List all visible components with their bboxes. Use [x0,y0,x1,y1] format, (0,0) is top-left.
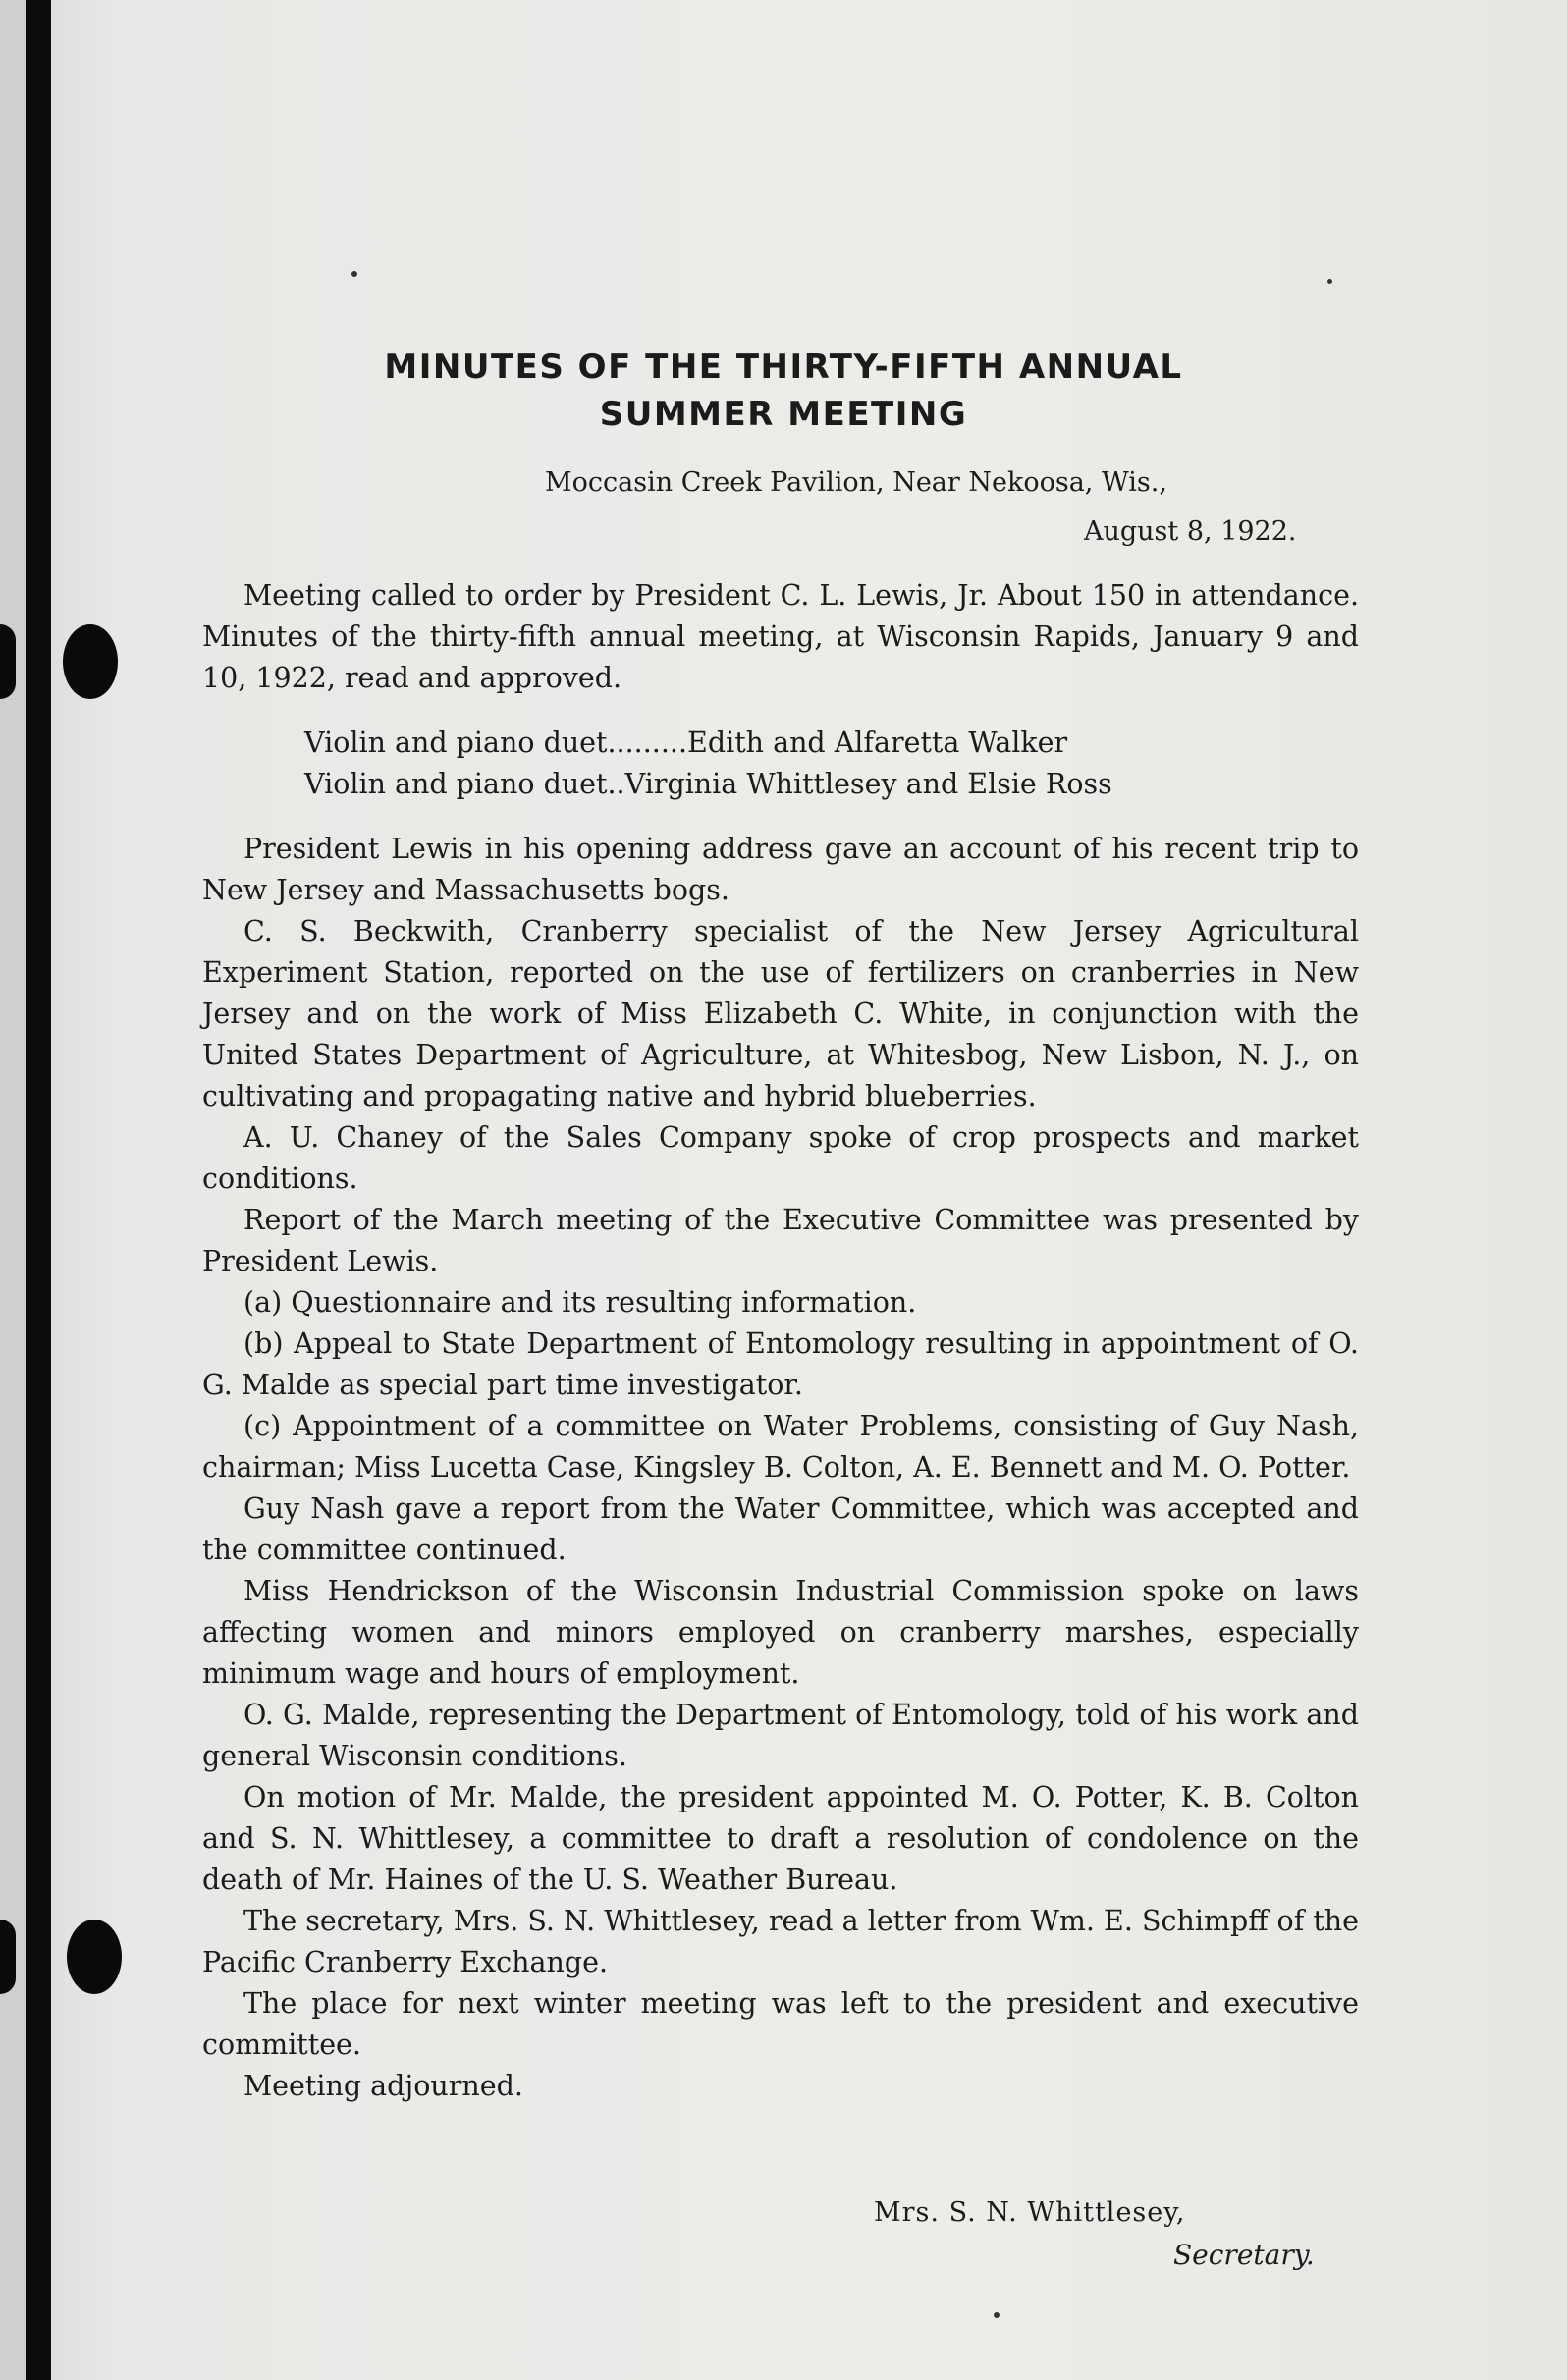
paragraph: Guy Nash gave a report from the Water Committee, which was accepted and the committee continued. [202,1492,1359,1566]
signature-name: Mrs. S. N. Whittlesey, [874,2197,1186,2228]
program-performers: Virginia Whittlesey and Elsie Ross [624,768,1112,800]
ink-speck [994,2312,1000,2318]
program-item [304,723,1286,764]
paragraph: (c) Appointment of a committee on Water Problems, consisting of Guy Nash, chairman; Miss Lucetta Case, Kingsley B. Colton, A. E. Bennett and M. O. Potter. [202,1410,1359,1484]
punch-hole [67,1920,122,1994]
signature-title: Secretary. [1173,2239,1315,2271]
paragraph: O. G. Malde, representing the Department of Entomology, told of his work and general Wisconsin conditions. [202,1699,1359,1772]
document-title [196,344,1371,438]
punch-hole-edge [0,1920,16,1994]
binding-bar [26,0,51,2380]
program-leader: .. [607,768,625,800]
paragraph: Miss Hendrickson of the Wisconsin Industrial Commission spoke on laws affecting women and minors employed on cranberry marshes, especially minimum wage and hours of employment. [202,1575,1359,1690]
paragraph: The place for next winter meeting was left to the president and executive committee. [202,1987,1359,2061]
paragraph: President Lewis in his opening address gave an account of his recent trip to New Jersey and Massachusetts bogs. [202,833,1359,906]
paragraph: C. S. Beckwith, Cranberry specialist of the New Jersey Agricultural Experiment Station, reported on the use of fertilizers on cranberries in New Jersey and on the work of Miss Elizabeth C. White, in conjunction with the United States Department of Agriculture, at Whitesbog, New Lisbon, N. J., on cultivating and propagating native and hybrid blueberries. [202,915,1359,1112]
punch-hole [63,624,118,699]
title-line-1: MINUTES OF THE THIRTY-FIFTH ANNUAL [384,348,1183,387]
page-edge [0,0,26,2380]
paragraph: (b) Appeal to State Department of Entomology resulting in appointment of O. G. Malde as special part time investigator. [202,1327,1359,1401]
program-item-name: Violin and piano duet [304,768,608,800]
program-item [304,764,1286,805]
minutes-body [202,575,1359,2107]
title-line-2: SUMMER MEETING [599,395,968,434]
paragraph: On motion of Mr. Malde, the president appointed M. O. Potter, K. B. Colton and S. N. Whittlesey, a committee to draft a resolution of condolence on the death of Mr. Haines of the U. S. Weather Bureau. [202,1781,1359,1896]
ink-speck [351,271,357,277]
paragraph: The secretary, Mrs. S. N. Whittlesey, read a letter from Wm. E. Schimpff of the Pacific Cranberry Exchange. [202,1905,1359,1978]
punch-hole-edge [0,624,16,699]
paragraph: Meeting called to order by President C. L. Lewis, Jr. About 150 in attendance. Minutes of the thirty-fifth annual meeting, at Wisconsin Rapids, January 9 and 10, 1922, read and approved. [202,579,1359,694]
program-leader: ......... [607,727,688,759]
program-performers: Edith and Alfaretta Walker [687,727,1068,759]
meeting-date: August 8, 1922. [1084,516,1297,547]
paragraph: (a) Questionnaire and its resulting information. [243,1286,917,1319]
ink-speck [1327,279,1332,284]
paragraph: A. U. Chaney of the Sales Company spoke of crop prospects and market conditions. [202,1121,1359,1195]
program-item-name: Violin and piano duet [304,727,608,759]
paragraph: Report of the March meeting of the Executive Committee was presented by President Lewis. [202,1204,1359,1277]
paragraph: Meeting adjourned. [243,2070,523,2102]
meeting-place: Moccasin Creek Pavilion, Near Nekoosa, Wis., [545,467,1167,498]
